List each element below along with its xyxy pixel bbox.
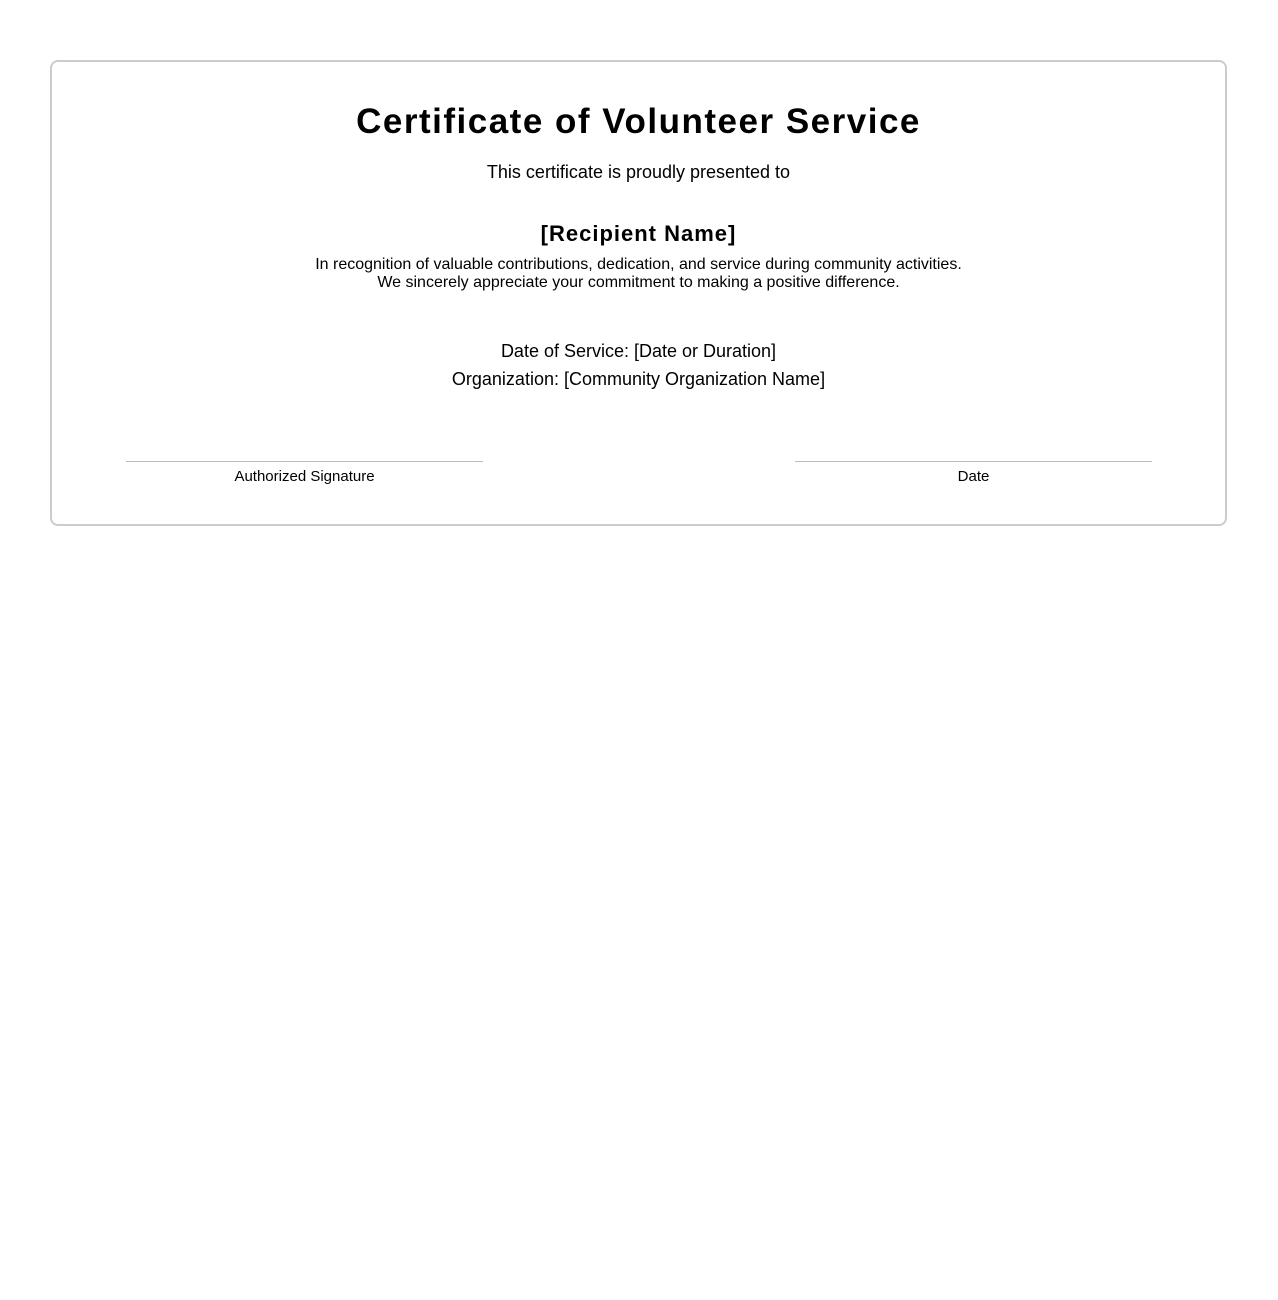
signature-line <box>126 461 483 485</box>
signature-label: Authorized Signature <box>234 468 375 485</box>
date-label: Date <box>957 468 990 485</box>
certificate-title: Certificate of Volunteer Service <box>356 102 921 141</box>
date-of-service: Date of Service: [Date or Duration] <box>500 341 777 361</box>
date-line <box>795 461 1152 485</box>
certificate <box>50 60 1227 526</box>
recognition-line-2: We sincerely appreciate your commitment to making a positive difference. <box>377 274 900 291</box>
presented-to-text: This certificate is proudly presented to <box>486 162 791 182</box>
recognition-text <box>52 256 1225 292</box>
recipient-name: [Recipient Name] <box>540 221 737 246</box>
recognition-line-1: In recognition of valuable contributions, dedication, and service during community activities. <box>315 256 962 273</box>
organization: Organization: [Community Organization Name] <box>451 369 826 389</box>
details <box>52 337 1225 393</box>
